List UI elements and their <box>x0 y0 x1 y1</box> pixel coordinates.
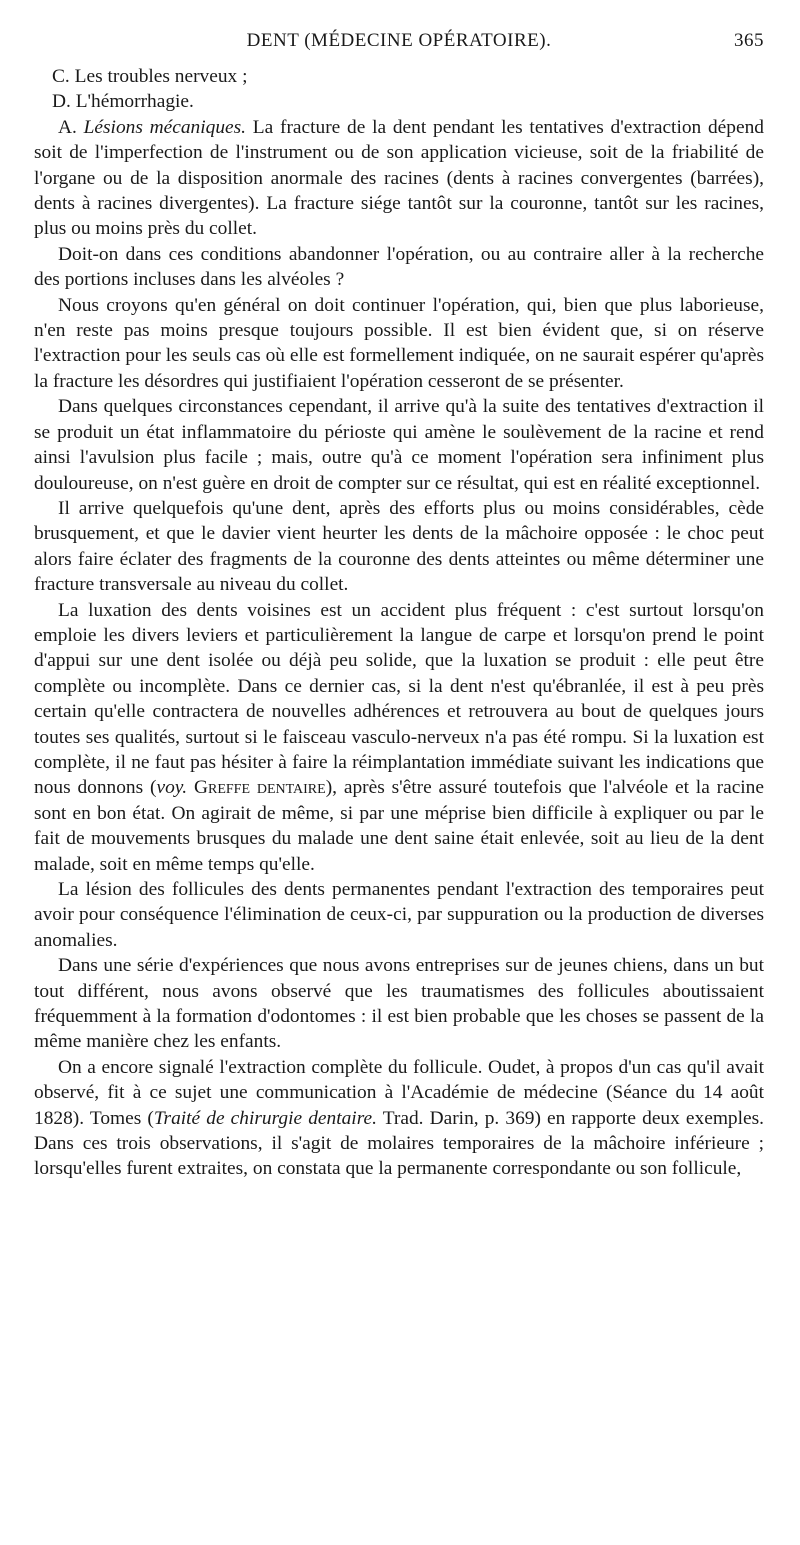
paragraph-8-end: Trad. Darin, p. 369) en rapporte deux exemples. Dans ces trois observations, il s'agit de molaires temporaires de la mâchoire inférieure ; lorsqu'elles furent extraites, on constata que la permanente correspondante ou son follicule, <box>34 1107 765 1180</box>
list-item-d: D. L'hémorrhagie. <box>52 91 194 113</box>
running-title: DENT (MÉDECINE OPÉRATOIRE). <box>246 30 552 51</box>
section-a-label: A. <box>58 116 77 138</box>
cited-work-title: Traité de chirurgie dentaire. <box>153 1107 377 1129</box>
running-header <box>34 30 764 60</box>
paragraph-8 <box>34 1055 764 1182</box>
section-a-text: La fracture de la dent pendant les tentatives d'extraction dépend soit de l'imperfection de l'instrument ou de son application vicieuse, soit de la friabilité de l'organe ou de la disposition anormale des racines (dents à racines convergentes (barrées), dents à racines divergentes). La fracture siége tantôt sur la couronne, tantôt sur les racines, plus ou moins près du collet. <box>34 116 764 240</box>
paragraph-6: La lésion des follicules des dents permanentes pendant l'extraction des temporaires peut avoir pour conséquence l'élimination de ceux-ci, par suppuration ou la production de diverses anomalies. <box>34 879 764 951</box>
list-item-c: C. Les troubles nerveux ; <box>52 66 248 87</box>
paragraph-8-start: On a encore signalé l'extraction complète du follicule. Oudet, à propos d'un cas qu'il avait observé, fit à ce sujet une communication à l'Académie de médecine (Séance du 14 août 1828). Tomes ( <box>34 1056 764 1129</box>
page-body <box>34 64 764 1182</box>
paragraph-2: Nous croyons qu'en général on doit continuer l'opération, qui, bien que plus laborieuse, n'en reste pas moins presque toujours possible. Il est bien évident que, si on réserve l'extraction pour les seuls cas où elle est formellement indiquée, on ne saurait espérer qu'après la fracture les désordres qui justifiaient l'opération cesseront de se présenter. <box>34 294 764 392</box>
cross-reference: Greffe dentaire <box>193 777 326 799</box>
paragraph-5 <box>34 598 764 877</box>
page-number: 365 <box>734 30 764 51</box>
section-a-heading: Lésions mécaniques. <box>83 116 247 138</box>
section-a-paragraph <box>34 115 764 242</box>
paragraph-3: Dans quelques circonstances cependant, il arrive qu'à la suite des tentatives d'extraction il se produit un état inflammatoire du périoste qui amène le soulèvement de la racine et rend ainsi l'avulsion plus facile ; mais, outre qu'à ce moment l'opération sera infiniment plus douloureuse, on n'est guère en droit de compter sur ce résultat, qui est en réalité exceptionnel. <box>34 396 764 494</box>
paragraph-7: Dans une série d'expériences que nous avons entreprises sur de jeunes chiens, dans un but tout différent, nous avons observé que les traumatismes des follicules aboutissaient fréquemment à la formation d'odontomes : il est bien probable que les choses se passent de la même manière chez les enfants. <box>34 955 764 1053</box>
paragraph-4: Il arrive quelquefois qu'une dent, après des efforts plus ou moins considérables, cède brusquement, et que le davier vient heurter les dents de la mâchoire opposée : le choc peut alors faire éclater des fragments de la couronne des dents atteintes ou même déterminer une fracture transversale au niveau du collet. <box>34 497 764 596</box>
paragraph-5-end: ), après s'être assuré toutefois que l'alvéole et la racine sont en bon état. On agirait de même, si par une méprise bien difficile à expliquer ou par le fait de mouvements brusques du malade une dent saine était enlevée, soit au lieu de la dent malade, soit en même temps qu'elle. <box>34 777 764 875</box>
paragraph-1: Doit-on dans ces conditions abandonner l'opération, ou au contraire aller à la recherche des portions incluses dans les alvéoles ? <box>34 243 764 291</box>
paragraph-5-voy: voy. <box>156 777 188 799</box>
paragraph-5-start: La luxation des dents voisines est un accident plus fréquent : c'est surtout lorsqu'on emploie les divers leviers et particulièrement la langue de carpe et lorsqu'on prend le point d'appui sur une dent isolée ou déjà peu solide, que la luxation se produit : elle peut être complète ou incomplète. Dans ce dernier cas, si la dent n'est qu'ébranlée, il est à peu près certain qu'elle contractera de nouvelles adhérences et retrouvera au bout de quelques jours toutes ses qualités, surtout si le faisceau vasculo-nerveux n'a pas été rompu. Si la luxation est complète, il ne faut pas hésiter à faire la réimplantation immédiate suivant les indications que nous donnons ( <box>34 599 764 799</box>
